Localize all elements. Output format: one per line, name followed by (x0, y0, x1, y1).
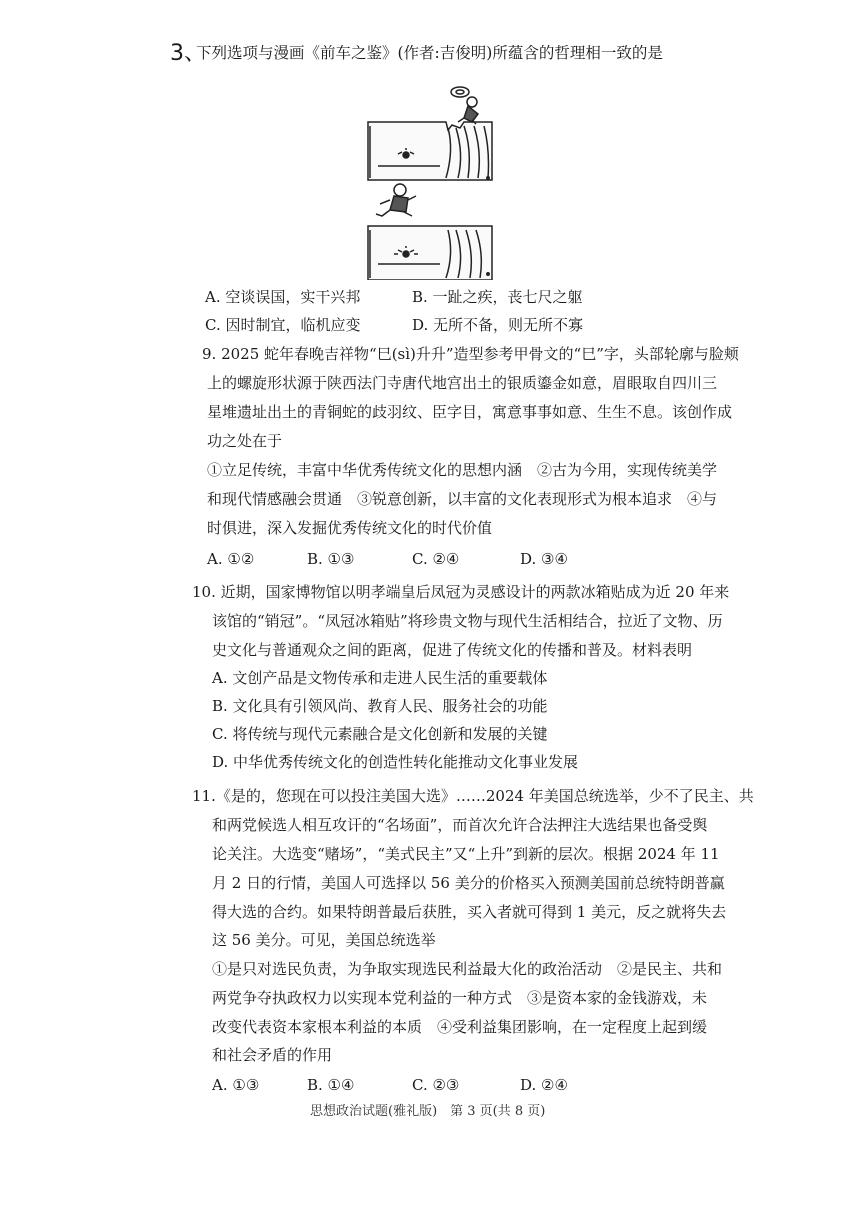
question-8-option-c: C. 因时制宜，临机应变 (205, 316, 361, 334)
question-10-option-b: B. 文化具有引领风尚、教育人民、服务社会的功能 (212, 697, 548, 715)
question-9-line: 和现代情感融会贯通 ③锐意创新，以丰富的文化表现形式为根本追求 ④与 (207, 490, 718, 508)
question-11-line: 和两党候选人相互攻讦的“名场面”，而首次允许合法押注大选结果也备受舆 (212, 816, 708, 834)
question-9-option-b: B. ①③ (307, 550, 355, 568)
question-8-option-b: B. 一趾之疾，丧七尺之躯 (412, 288, 583, 306)
question-10-option-c: C. 将传统与现代元素融合是文化创新和发展的关键 (212, 725, 548, 743)
cartoon-illustration (360, 70, 500, 280)
question-9-line: 功之处在于 (207, 432, 283, 450)
question-10-line: 史文化与普通观众之间的距离，促进了传统文化的传播和普及。材料表明 (212, 641, 693, 659)
question-9-option-a: A. ①② (207, 550, 255, 568)
question-number-handwritten: 3、 (170, 41, 206, 66)
question-8-option-d: D. 无所不备，则无所不寡 (412, 316, 584, 334)
question-9-option-d: D. ③④ (520, 550, 568, 568)
question-9-option-c: C. ②④ (412, 550, 460, 568)
question-11-option-c: C. ②③ (412, 1076, 460, 1094)
question-11-option-b: B. ①④ (307, 1076, 355, 1094)
question-9-line: 时俱进，深入发掘优秀传统文化的时代价值 (207, 519, 493, 537)
question-9-line: 星堆遗址出土的青铜蛇的歧羽纹、臣字目，寓意事事如意、生生不息。该创作成 (207, 403, 733, 421)
question-9-line: ①立足传统，丰富中华优秀传统文化的思想内涵 ②古为今用，实现传统美学 (207, 461, 718, 479)
question-11-line: 改变代表资本家根本利益的本质 ④受利益集团影响，在一定程度上起到缓 (212, 1018, 708, 1036)
question-11-line: 这 56 美分。可见，美国总统选举 (212, 931, 436, 949)
question-11-option-a: A. ①③ (212, 1076, 260, 1094)
page-footer: 思想政治试题(雅礼版) 第 3 页(共 8 页) (310, 1104, 546, 1119)
question-9-line: 上的螺旋形状源于陕西法门寺唐代地宫出土的银质鎏金如意，眉眼取自四川三 (207, 374, 718, 392)
question-11-line: 得大选的合约。如果特朗普最后获胜，买入者就可得到 1 美元，反之就将失去 (212, 903, 727, 921)
question-11-option-d: D. ②④ (520, 1076, 568, 1094)
question-10-option-a: A. 文创产品是文物传承和走进人民生活的重要载体 (212, 669, 548, 687)
question-11-line: 月 2 日的行情，美国人可选择以 56 美分的价格买入预测美国前总统特朗普赢 (212, 874, 725, 892)
question-9-line: 9. 2025 蛇年春晚吉祥物“巳(sì)升升”造型参考甲骨文的“巳”字，头部轮廓与脸颊 (202, 345, 739, 363)
question-8-option-a: A. 空谈误国，实干兴邦 (205, 288, 361, 306)
question-11-line: 两党争夺执政权力以实现本党利益的一种方式 ③是资本家的金钱游戏，未 (212, 989, 708, 1007)
question-10-line: 10. 近期，国家博物馆以明孝端皇后凤冠为灵感设计的两款冰箱贴成为近 20 年来 (192, 583, 730, 601)
question-8-stem: 下列选项与漫画《前车之鉴》(作者:吉俊明)所蕴含的哲理相一致的是 (196, 44, 663, 62)
question-10-line: 该馆的“销冠”。“凤冠冰箱贴”将珍贵文物与现代生活相结合，拉近了文物、历 (212, 612, 723, 630)
question-11-line: 和社会矛盾的作用 (212, 1046, 333, 1064)
question-11-line: 论关注。大选变“赌场”，“美式民主”又“上升”到新的层次。根据 2024 年 11 (212, 845, 720, 863)
question-11-line: ①是只对选民负责，为争取实现选民利益最大化的政治活动 ②是民主、共和 (212, 960, 723, 978)
question-11-line: 11.《是的，您现在可以投注美国大选》……2024 年美国总统选举，少不了民主、共 (192, 787, 754, 805)
question-10-option-d: D. 中华优秀传统文化的创造性转化能推动文化事业发展 (212, 753, 579, 771)
